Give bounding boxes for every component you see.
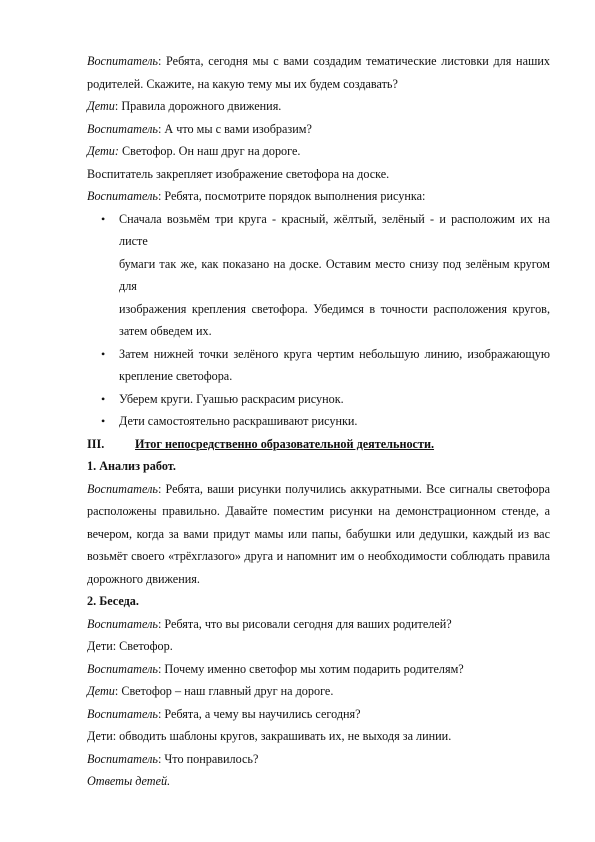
paragraph-text: : Ребята, что вы рисовали сегодня для ваших родителей? [157, 616, 452, 631]
paragraph-text: : Почему именно светофор мы хотим подарить родителям? [157, 661, 464, 676]
paragraph-children-answer: Дети: Светофор. [87, 639, 173, 653]
paragraph-text: : А что мы с вами изобразим? [157, 121, 312, 136]
paragraph-line: родителей. Скажите, на какую тему мы их будем создавать? [87, 76, 398, 91]
section-number: III. [87, 436, 105, 451]
list-item [87, 388, 550, 411]
paragraph-text: : Ребята, посмотрите порядок выполнения рисунка: [157, 189, 426, 203]
paragraph-text: : Ребята, а чему вы научились сегодня? [157, 706, 361, 721]
paragraph-teacher-instruction [87, 185, 550, 208]
list-item-line: Уберем круги. Гуашью раскрасим рисунок. [119, 391, 344, 406]
paragraph-teacher-summary [87, 478, 550, 591]
speaker-label: Воспитатель [87, 706, 158, 721]
list-item-line: Затем нижней точки зелёного круга чертим небольшую линию, изображающую [119, 346, 550, 361]
paragraph-children-answer: Дети: обводить шаблоны кругов, закрашивать их, не выходя за линии. [87, 729, 452, 743]
list-item-line: бумаги так же, как показано на доске. Оставим место снизу под зелёным кругом для [119, 256, 550, 293]
paragraph-intro [87, 50, 550, 95]
paragraph-text: : Ребята, ваши рисунки получились аккуратными. Все сигналы светофора [157, 481, 550, 496]
paragraph-line: вечером, когда за вами придут мамы или папы, бабушки или дедушки, каждый из вас [87, 526, 550, 541]
paragraph-teacher-question [87, 748, 550, 771]
steps-list [87, 208, 550, 433]
list-item-line: затем обведем их. [119, 324, 212, 338]
paragraph-line: дорожного движения. [87, 571, 200, 586]
subsection-heading [87, 455, 550, 478]
paragraph-line [87, 50, 550, 73]
paragraph-text: Светофор. Он наш друг на дороге. [118, 144, 301, 158]
paragraph-text: : Правила дорожного движения. [114, 99, 282, 113]
list-item-line: крепление светофора. [119, 369, 233, 383]
speaker-label: Дети: [87, 144, 119, 158]
paragraph-text: : Светофор – наш главный друг на дороге. [114, 684, 334, 698]
paragraph-line: расположены правильно. Давайте поместим рисунки на демонстрационном стенде, а [87, 504, 550, 518]
paragraph-children-answer [87, 680, 550, 703]
bullet-icon: • [101, 391, 106, 406]
paragraph-narration: Воспитатель закрепляет изображение светофора на доске. [87, 166, 390, 181]
speaker-label: Воспитатель [87, 54, 158, 68]
list-item [87, 208, 550, 343]
subsection-title: 1. Анализ работ. [87, 459, 176, 473]
list-item-line: Сначала возьмём три круга - красный, жёлтый, зелёный - и расположим их на листе [119, 211, 550, 248]
section-heading [87, 433, 550, 456]
paragraph-teacher-question [87, 613, 550, 636]
subsection-title: 2. Беседа. [87, 594, 139, 608]
paragraph-children-answer [87, 95, 550, 118]
bullet-icon: • [101, 414, 106, 428]
speaker-label: Воспитатель [87, 189, 158, 203]
paragraph-text: Ответы детей. [87, 774, 171, 788]
list-item [87, 343, 550, 388]
bullet-icon: • [101, 211, 106, 226]
bullet-icon: • [101, 346, 106, 361]
paragraph-text: : Ребята, сегодня мы с вами создадим тематические листовки для наших [157, 54, 550, 68]
paragraph-text: : Что понравилось? [157, 751, 259, 766]
paragraph-children-responses [87, 770, 550, 793]
paragraph-children-answer [87, 140, 550, 163]
speaker-label: Воспитатель [87, 616, 158, 631]
paragraph-teacher-question [87, 703, 550, 726]
list-item-line: Дети самостоятельно раскрашивают рисунки. [119, 414, 358, 428]
document-body [87, 50, 550, 793]
list-item-line: изображения крепления светофора. Убедимся в точности расположения кругов, [119, 301, 550, 316]
list-item [87, 410, 550, 433]
paragraph-line: возьмёт своего «трёхглазого» друга и напомнит им о необходимости соблюдать правила [87, 549, 550, 563]
speaker-label: Дети [87, 99, 115, 113]
paragraph-teacher-question [87, 658, 550, 681]
speaker-label: Воспитатель [87, 661, 158, 676]
section-title: Итог непосредственно образовательной деятельности. [135, 436, 435, 451]
speaker-label: Воспитатель [87, 481, 158, 496]
speaker-label: Воспитатель [87, 121, 158, 136]
paragraph-line [87, 478, 550, 501]
paragraph-teacher-question [87, 118, 550, 141]
subsection-heading [87, 590, 550, 613]
speaker-label: Воспитатель [87, 751, 158, 766]
speaker-label: Дети [87, 684, 115, 698]
